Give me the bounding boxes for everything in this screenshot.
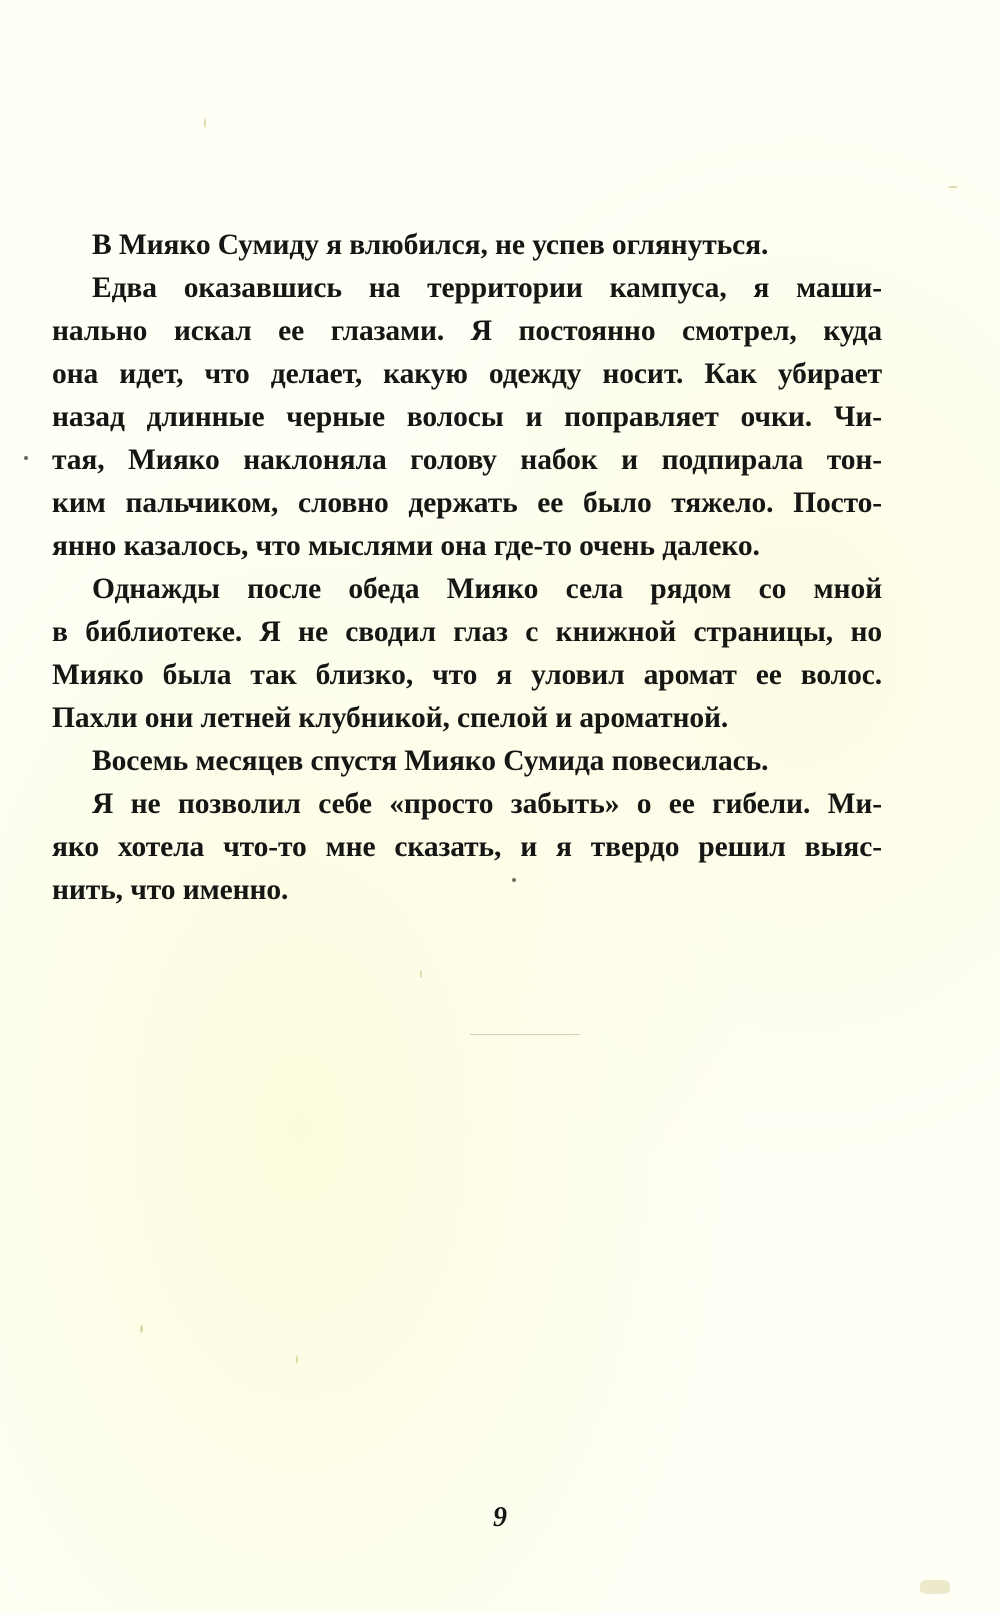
text-line: Мияко была так близко, что я уловил аромат ее волос. [52, 659, 882, 691]
body-text [52, 224, 882, 912]
paper-speck [204, 118, 206, 128]
text-line: Едва оказавшись на территории кампуса, я маши- [92, 272, 882, 304]
paper-speck [948, 186, 958, 188]
paper-speck [920, 1580, 950, 1594]
faint-divider [470, 1034, 580, 1035]
text-line: Пахли они летней клубникой, спелой и ароматной. [52, 702, 729, 734]
paper-speck [140, 1325, 143, 1333]
text-line: яко хотела что-то мне сказать, и я твердо решил выяс- [52, 831, 882, 863]
text-line: нить, что именно. [52, 874, 289, 906]
text-line: нально искал ее глазами. Я постоянно смотрел, куда [52, 315, 882, 347]
paper-speck [296, 1355, 298, 1364]
text-line: назад длинные черные волосы и поправляет очки. Чи- [52, 401, 882, 433]
page-number: 9 [493, 1502, 507, 1533]
text-line: Однажды после обеда Мияко села рядом со мной [92, 573, 882, 605]
paragraph [52, 224, 882, 267]
paper-speck [24, 456, 28, 460]
paragraph [52, 783, 882, 912]
text-line: тая, Мияко наклоняла голову набок и подпирала тон- [52, 444, 882, 476]
paper-speck [420, 970, 422, 978]
paragraph [52, 267, 882, 568]
text-line: в библиотеке. Я не сводил глаз с книжной страницы, но [52, 616, 882, 648]
paragraph [52, 740, 882, 783]
text-line: она идет, что делает, какую одежду носит. Как убирает [52, 358, 882, 390]
paragraph [52, 568, 882, 740]
text-line: янно казалось, что мыслями она где-то очень далеко. [52, 530, 760, 562]
text-line: Восемь месяцев спустя Мияко Сумида повесилась. [92, 745, 769, 777]
text-line: ким пальчиком, словно держать ее было тяжело. Посто- [52, 487, 882, 519]
text-line: В Мияко Сумиду я влюбился, не успев оглянуться. [92, 229, 769, 261]
text-line: Я не позволил себе «просто забыть» о ее гибели. Ми- [92, 788, 882, 820]
